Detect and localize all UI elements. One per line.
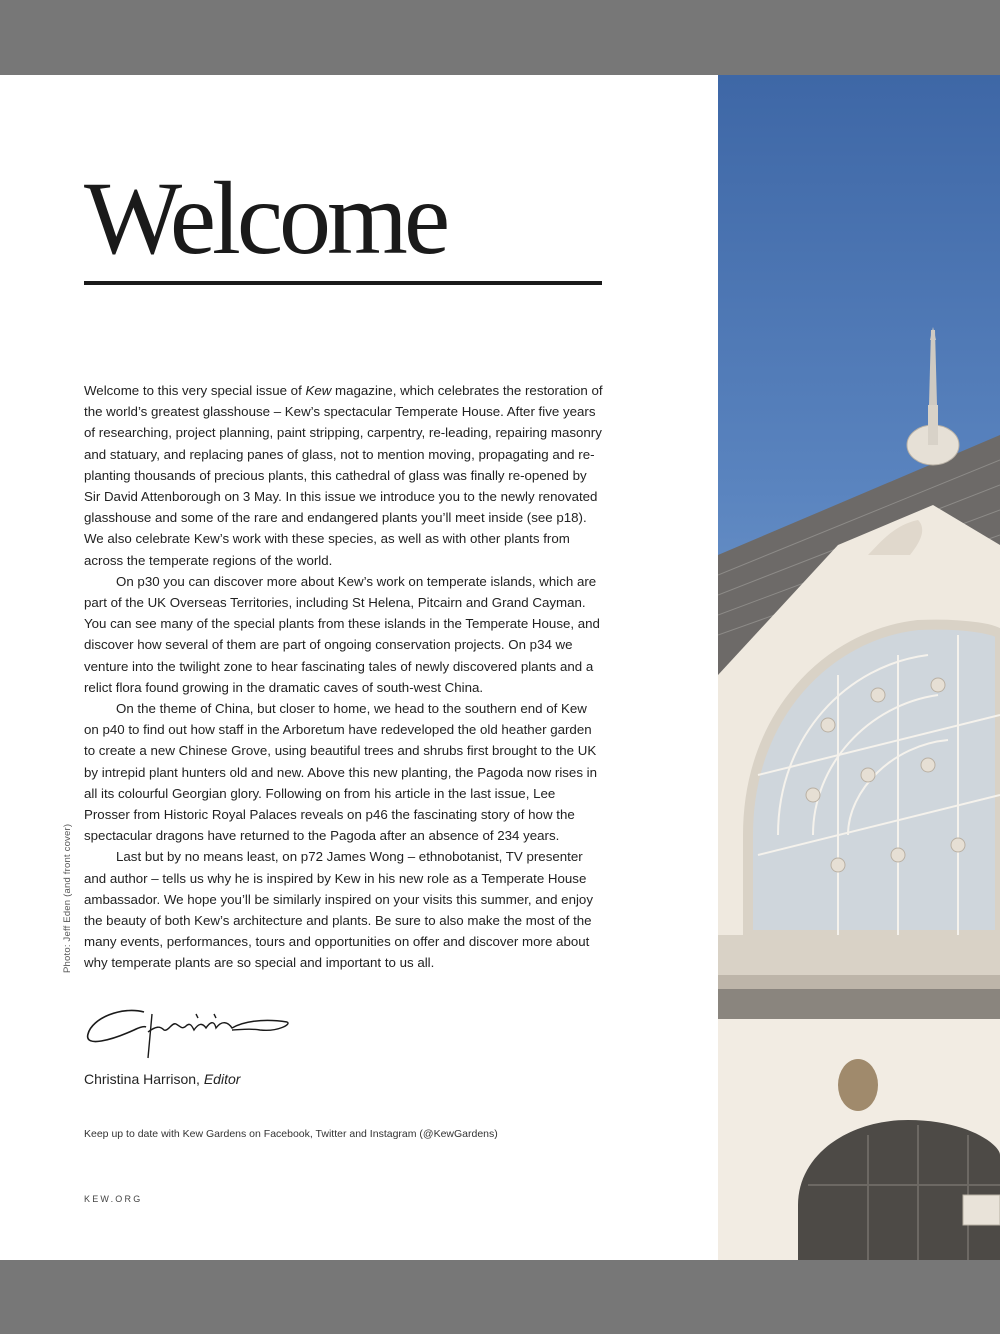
site-url: KEW.ORG	[84, 1194, 143, 1204]
bottom-frame-bar	[0, 1260, 1000, 1334]
paragraph-4: Last but by no means least, on p72 James Wong – ethnobotanist, TV presenter and author – tells us why he is inspired by Kew in his new role as a Temperate House ambassador. We hope you’ll be similarly inspired on your visits this summer, and enjoy the beauty of both Kew’s architecture and plants. Be sure to also make the most of the many events, performances, tours and opportunities on offer and discover more about why temperate plants are so special and important to us all.	[84, 849, 593, 971]
paragraph-intro	[84, 380, 604, 571]
article-body	[84, 380, 604, 974]
top-frame-bar	[0, 0, 1000, 75]
photo-credit: Photo: Jeff Eden (and front cover)	[62, 823, 73, 973]
title-underline	[84, 281, 602, 285]
social-media-note: Keep up to date with Kew Gardens on Facebook, Twitter and Instagram (@KewGardens)	[84, 1128, 498, 1140]
editor-name: Christina Harrison,	[84, 1071, 204, 1087]
glasshouse-facade-illustration	[718, 75, 1000, 1260]
text-column	[0, 75, 718, 1260]
paragraph-3: On the theme of China, but closer to home, we head to the southern end of Kew on p40 to find out how staff in the Arboretum have redeveloped the old heather garden to create a new Chinese Grove, using beautiful trees and shrubs first brought to the UK by intrepid plant hunters old and new. Above this new planting, the Pagoda now rises in all its colourful Georgian glory. Following on from his article in the last issue, Lee Prosser from Historic Royal Palaces reveals on p46 the fascinating story of how the spectacular dragons have returned to the Pagoda after an absence of 234 years.	[84, 701, 598, 844]
intro-text-end: magazine, which celebrates the restoration of the world’s greatest glasshouse – Kew’s spectacular Temperate House. After five years of researching, project planning, paint stripping, carpentry, re-leading, repairing masonry and statuary, and replacing panes of glass, not to mention moving, propagating and re-planting thousands of precious plants, this cathedral of glass was finally re-opened by Sir David Attenborough on 3 May. In this issue we introduce you to the newly renovated glasshouse and some of the rare and endangered plants you’ll meet inside (see p18). We also celebrate Kew’s work with these species, as well as with other plants from across the temperate regions of the world.	[84, 383, 603, 568]
editor-signature	[82, 1000, 297, 1065]
temperate-house-photo	[718, 75, 1000, 1260]
intro-text-start: Welcome to this very special issue of	[84, 383, 306, 398]
editor-role: Editor	[203, 1071, 241, 1087]
editor-credit	[84, 1071, 240, 1087]
magazine-name: Kew	[305, 383, 332, 398]
paragraph-2: On p30 you can discover more about Kew’s work on temperate islands, which are part of the UK Overseas Territories, including St Helena, Pitcairn and Grand Cayman. You can see many of the special plants from these islands in the Temperate House, and discover how several of them are part of ongoing conservation projects. On p34 we venture into the twilight zone to hear fascinating tales of newly discovered plants and a relict flora found growing in the dramatic caves of south-west China.	[84, 573, 600, 695]
page-title: Welcome	[84, 161, 447, 276]
magazine-page	[0, 75, 1000, 1260]
